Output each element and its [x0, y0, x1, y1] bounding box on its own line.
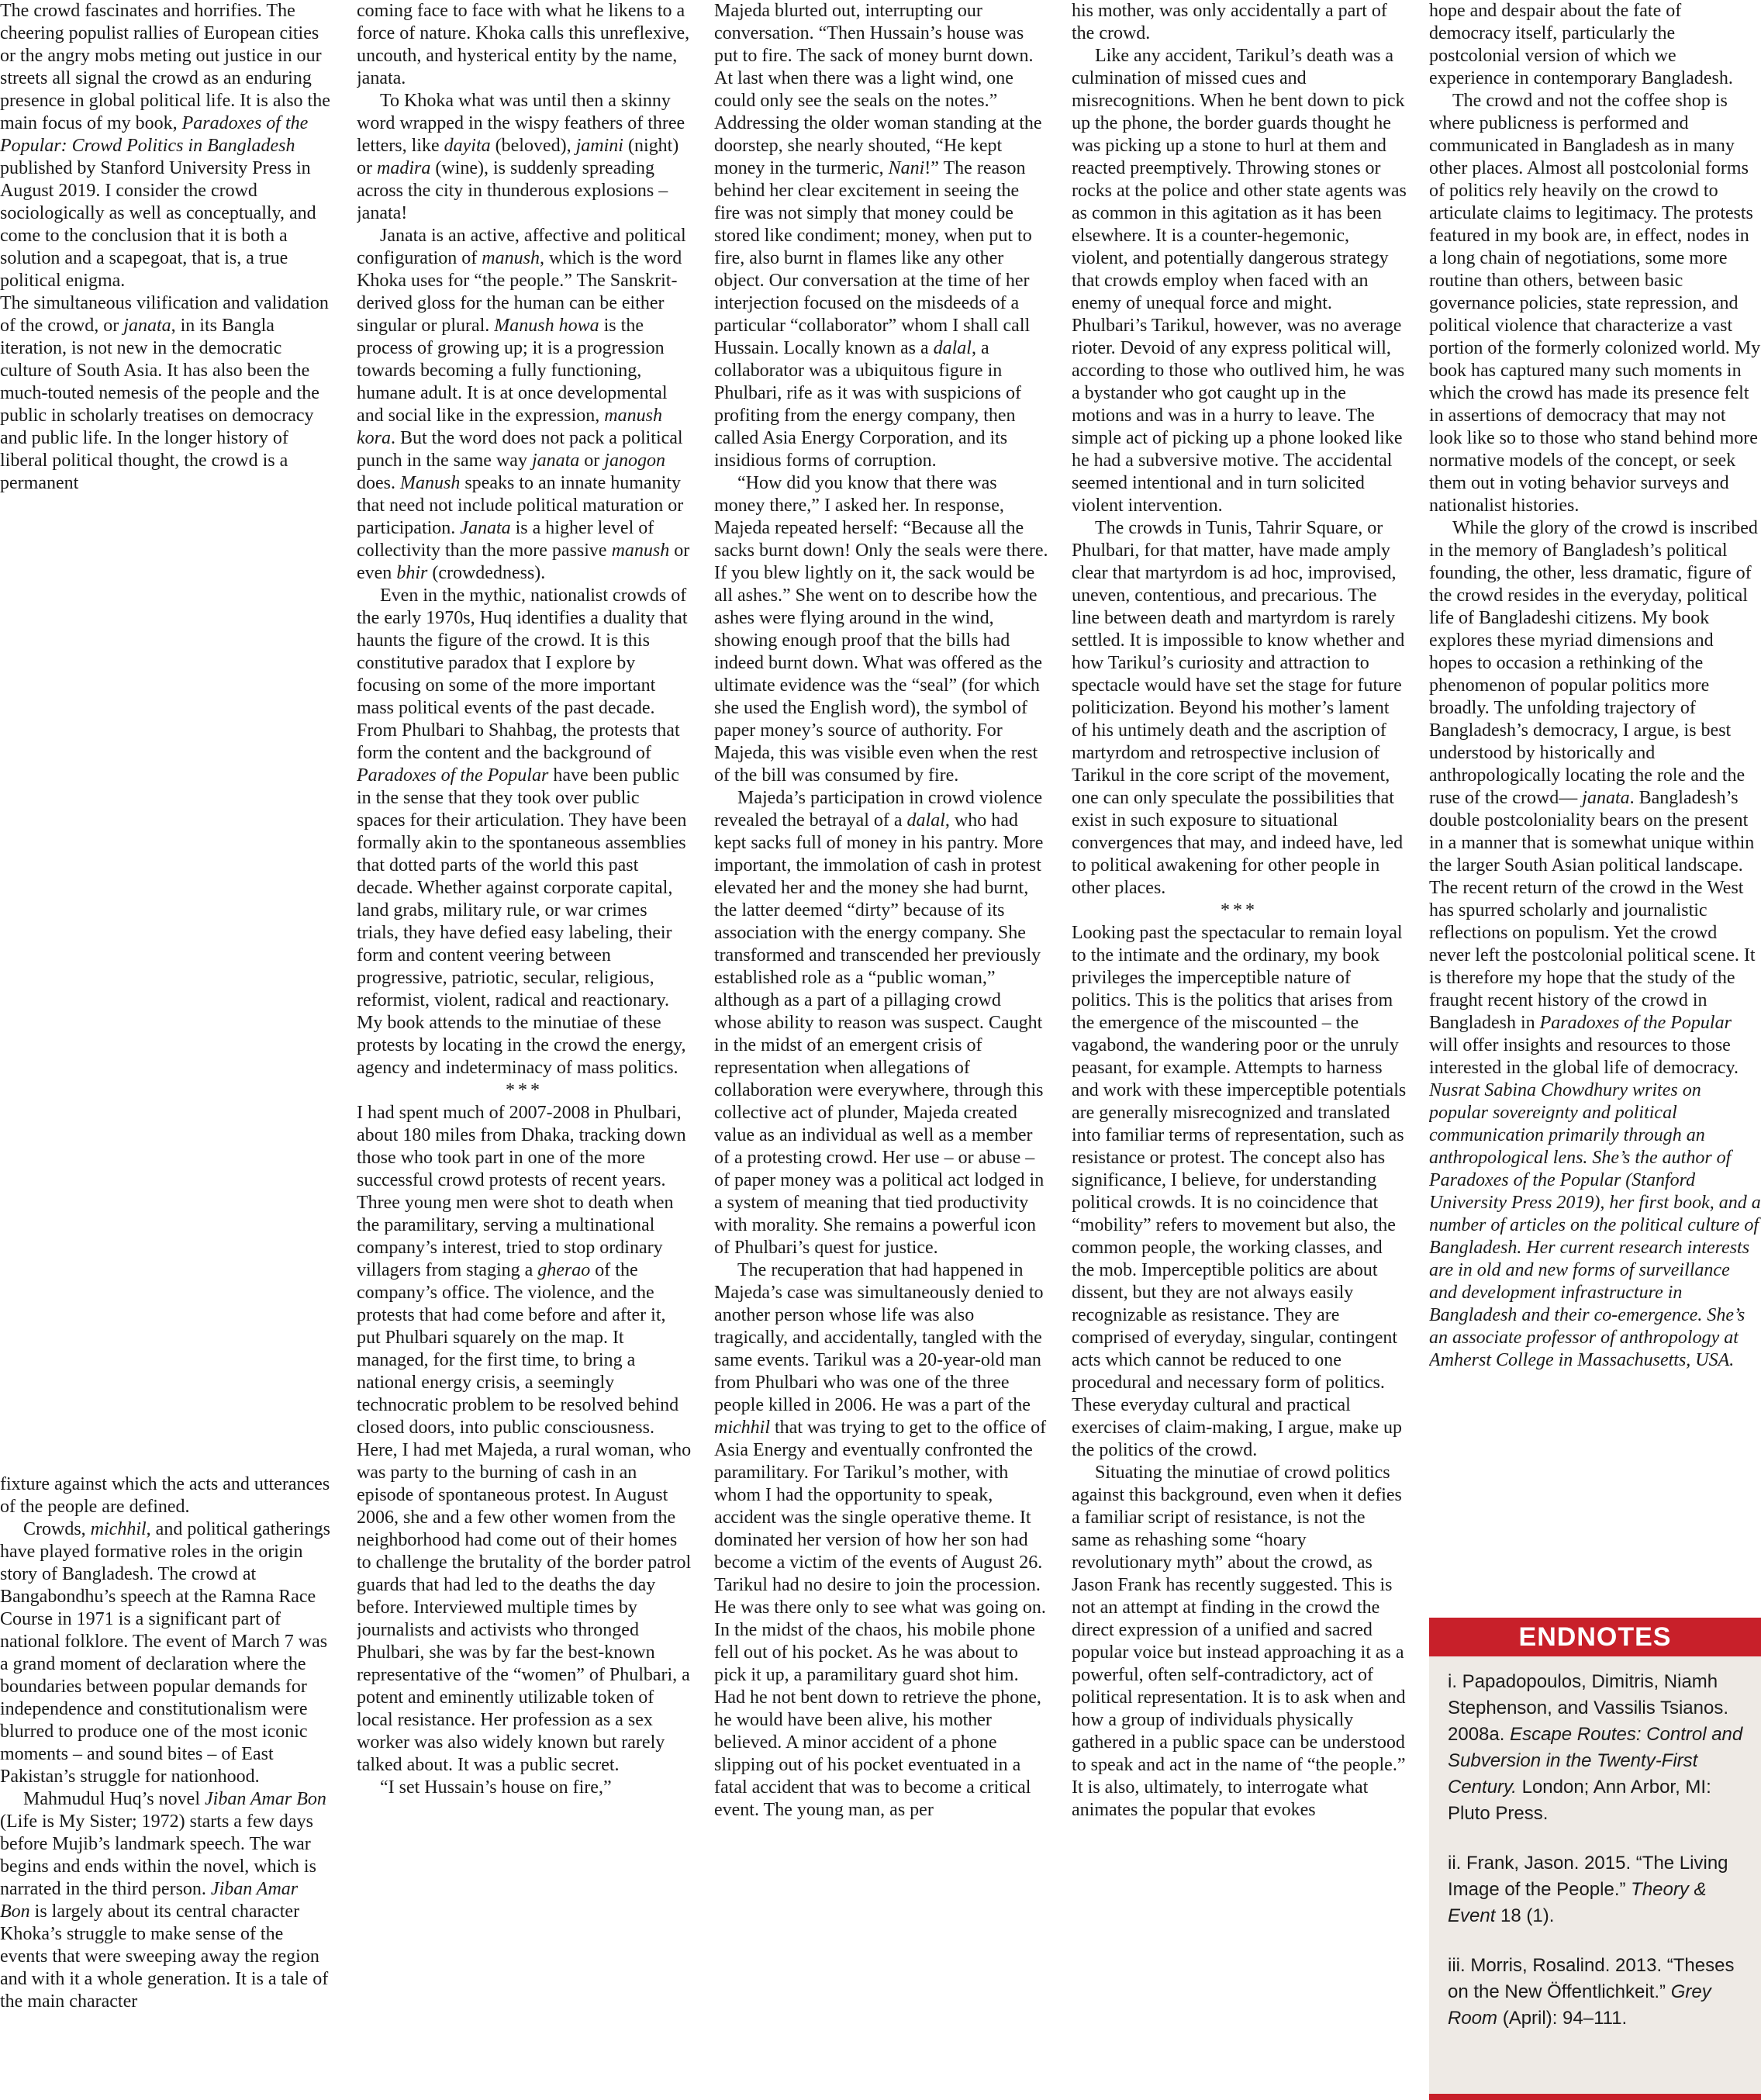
- author-bio: Nusrat Sabina Chowdhury writes on popular sovereignty and political communication primarily through an anthropological lens. She’s the author of Paradoxes of the Popular (Stanford University Press 2019), her first book, and a number of articles on the political culture of Bangladesh. Her current research interests are in old and new forms of surveillance and development infrastructure in Bangladesh and their co-emergence. She’s an associate professor of anthropology at Amherst College in Massachusetts, USA.: [1429, 1080, 1761, 1370]
- endnotes-list: [1429, 1656, 1761, 2032]
- section-separator: ***: [1221, 900, 1258, 920]
- section-separator: ***: [506, 1080, 543, 1100]
- endnote-item: iii. Morris, Rosalind. 2013. “Theses on the New Öffentlichkeit.” Grey Room (April): 94–111.: [1448, 1955, 1735, 2029]
- paragraph: Mahmudul Huq’s novel Jiban Amar Bon (Life is My Sister; 1972) starts a few days before Mujib’s landmark speech. The war begins and ends within the novel, which is narrated in the third person. Jiban Amar Bon is largely about its central character Khoka’s struggle to make sense of the events that were sweeping away the region and with it a whole generation. It is a tale of the main character: [0, 1789, 329, 2012]
- paragraph: “How did you know that there was money there,” I asked her. In response, Majeda repeated herself: “Because all the sacks burnt down! Only the seals were there. If you blew lightly on it, the sack would be all ashes.” She went on to describe how the ashes were flying around in the wind, showing enough proof that the bills had indeed burnt down. What was offered as the ultimate evidence was the “seal” (for which she used the English word), the symbol of paper money’s source of authority. For Majeda, this was visible even when the rest of the bill was consumed by fire.: [714, 473, 1048, 786]
- paragraph: coming face to face with what he likens to a force of nature. Khoka calls this unreflexive, uncouth, and hysterical entity by the name, janata.: [357, 1, 690, 88]
- paragraph: The crowd fascinates and horrifies. The cheering populist rallies of European cities or the angry mobs meting out justice in our streets all signal the crowd as an enduring presence in global political life. It is also the main focus of my book, Paradoxes of the Popular: Crowd Politics in Bangladesh published by Stanford University Press in August 2019. I consider the crowd sociologically as well as conceptually, and come to the conclusion that it is both a solution and a scapegoat, that is, a true political enigma.: [0, 1, 330, 291]
- endnote-item: i. Papadopoulos, Dimitris, Niamh Stephenson, and Vassilis Tsianos. 2008a. Escape Routes: Control and Subversion in the Twenty-First Century. London; Ann Arbor, MI: Pluto Press.: [1448, 1671, 1743, 1824]
- paragraph: While the glory of the crowd is inscribed in the memory of Bangladesh’s political founding, the other, less dramatic, figure of the crowd resides in the everyday, political life of Bangladeshi citizens. My book explores these myriad dimensions and hopes to occasion a rethinking of the phenomenon of popular politics more broadly. The unfolding trajectory of Bangladesh’s democracy, I argue, is best understood by historically and anthropologically locating the role and the ruse of the crowd— janata. Bangladesh’s double postcoloniality bears on the present in a manner that is somewhat unique within the larger South Asian political landscape. The recent return of the crowd in the West has spurred scholarly and journalistic reflections on populism. Yet the crowd never left the postcolonial political scene. It is therefore my hope that the study of the fraught recent history of the crowd in Bangladesh in Paradoxes of the Popular will offer insights and resources to those interested in the global life of democracy.: [1429, 518, 1758, 1078]
- paragraph: The crowd and not the coffee shop is where publicness is performed and communicated in Bangladesh as in many other places. Almost all postcolonial forms of politics rely heavily on the crowd to articulate claims to legitimacy. The protests featured in my book are, in effect, nodes in a long chain of negotiations, some more routine than others, between basic governance policies, state repression, and political violence that characterize a vast portion of the formerly colonized world. My book has captured many such moments in which the crowd has made its presence felt in assertions of democracy that may not look like so to those who stand behind more normative models of the concept, or seek them out in voting behavior surveys and nationalist histories.: [1429, 91, 1761, 516]
- paragraph: Situating the minutiae of crowd politics against this background, even when it defies a familiar script of resistance, is not the same as rehashing some “hoary revolutionary myth” about the crowd, as Jason Frank has recently suggested. This is not an attempt at finding in the crowd the direct expression of a unified and sacred popular voice but instead approaching it as a powerful, often self-contradictory, act of political representation. It is to ask when and how a group of individuals physically gathered in a public space can be understood to speak and act in the name of “the people.” It is also, ultimately, to interrogate what animates the popular that evokes: [1072, 1463, 1406, 1820]
- paragraph: Majeda’s participation in crowd violence revealed the betrayal of a dalal, who had kept sacks full of money in his pantry. More important, the immolation of cash in protest elevated her and the money she had burnt, the latter deemed “dirty” because of its association with the energy company. She transformed and transcended her previously established role as a “public woman,” although as a part of a pillaging crowd whose ability to reason was suspect. Caught in the midst of an emergent crisis of representation when allegations of collaboration were everywhere, through this collective act of plunder, Majeda created value as an individual as well as a member of a protesting crowd. Her use – or abuse – of paper money was a political act lodged in a system of meaning that tied productivity with morality. She remains a powerful icon of Phulbari’s quest for justice.: [714, 788, 1045, 1258]
- paragraph: To Khoka what was until then a skinny word wrapped in the wispy feathers of three letters, like dayita (beloved), jamini (night) or madira (wine), is suddenly spreading across the city in thunderous explosions – janata!: [357, 91, 685, 223]
- accent-rule: [1429, 2094, 1761, 2100]
- paragraph: his mother, was only accidentally a part of the crowd.: [1072, 1, 1387, 43]
- column-4: [1072, 0, 1407, 2100]
- endnotes-title: ENDNOTES: [1429, 1618, 1761, 1656]
- paragraph: The simultaneous vilification and validation of the crowd, or janata, in its Bangla iteration, is not new in the democratic culture of South Asia. It has also been the much-touted nemesis of the people and the public in scholarly treatises on democracy and public life. In the longer history of liberal political thought, the crowd is a permanent: [0, 293, 329, 493]
- paragraph: The recuperation that had happened in Majeda’s case was simultaneously denied to another person whose life was also tragically, and accidentally, tangled with the same events. Tarikul was a 20-year-old man from Phulbari who was one of the three people killed in 2006. He was a part of the michhil that was trying to get to the office of Asia Energy and eventually confronted the paramilitary. For Tarikul’s mother, with whom I had the opportunity to speak, accident was the single operative theme. It dominated her version of how her son had become a victim of the events of August 26. Tarikul had no desire to join the procession. He was there only to see what was going on. In the midst of the chaos, his mobile phone fell out of his pocket. As he was about to pick it up, a paramilitary guard shot him. Had he not bent down to retrieve the phone, he would have been alive, his mother believed. A minor accident of a phone slipping out of his pocket eventuated in a fatal accident that was to become a critical event. The young man, as per: [714, 1260, 1047, 1820]
- paragraph: fixture against which the acts and utterances of the people are defined.: [0, 1474, 330, 1517]
- endnote-item: ii. Frank, Jason. 2015. “The Living Image of the People.” Theory & Event 18 (1).: [1448, 1853, 1728, 1926]
- paragraph: “I set Hussain’s house on fire,”: [380, 1777, 612, 1798]
- endnotes-box: [1429, 1618, 1761, 2100]
- paragraph: Like any accident, Tarikul’s death was a culmination of missed cues and misrecognitions. When he bent down to pick up the phone, the border guards thought he was picking up a stone to hurl at them and reacted preemptively. Throwing stones or rocks at the police and other state agents was as common in this agitation as it has been elsewhere. It is a counter-hegemonic, violent, and potentially dangerous strategy that crowds employ when faced with an enemy of unequal force and might. Phulbari’s Tarikul, however, was no average rioter. Devoid of any express political will, according to those who outlived him, he was a bystander who got caught up in the motions and was in a hurry to leave. The simple act of picking up a phone looked like he had a subversive motive. The accidental seemed intentional and in turn solicited violent intervention.: [1072, 46, 1407, 516]
- paragraph: I had spent much of 2007-2008 in Phulbari, about 180 miles from Dhaka, tracking down those who took part in one of the more successful crowd protests of recent years. Three young men were shot to death when the paramilitary, serving a multinational company’s interest, tried to stop ordinary villagers from staging a gherao of the company’s office. The violence, and the protests that had come before and after it, put Phulbari squarely on the map. It managed, for the first time, to bring a national energy crisis, a seemingly technocratic problem to be resolved behind closed doors, into public consciousness. Here, I had met Majeda, a rural woman, who was party to the burning of cash in an episode of spontaneous protest. In August 2006, she and a few other women from the neighborhood had come out of their homes to challenge the brutality of the border patrol guards that had led to the deaths the day before. Interviewed multiple times by journalists and activists who thronged Phulbari, she was by far the best-known representative of the “women” of Phulbari, a potent and eminently utilizable token of local resistance. Her profession as a sex worker was also widely known but rarely talked about. It was a public secret.: [357, 1103, 692, 1775]
- paragraph: Majeda blurted out, interrupting our conversation. “Then Hussain’s house was put to fire. The sack of money burnt down. At last when there was a light wind, one could only see the seals on the notes.” Addressing the older woman standing at the doorstep, she nearly shouted, “He kept money in the turmeric, Nani!” The reason behind her clear excitement in seeing the fire was not simply that money could be stored like condiment; money, when put to fire, also burnt in flames like any other object. Our conversation at the time of her interjection focused on the misdeeds of a particular “collaborator” whom I shall call Hussain. Locally known as a dalal, a collaborator was a ubiquitous figure in Phulbari, rife as it was with suspicions of profiting from the energy company, then called Asia Energy Corporation, and its insidious forms of corruption.: [714, 1, 1042, 471]
- column-1: [0, 0, 332, 2100]
- paragraph: Crowds, michhil, and political gatherings have played formative roles in the origin story of Bangladesh. The crowd at Bangabondhu’s speech at the Ramna Race Course in 1971 is a significant part of national folklore. The event of March 7 was a grand moment of declaration where the boundaries between popular demands for independence and constitutionalism were blurred to produce one of the most iconic moments – and sound bites – of East Pakistan’s struggle for nationhood.: [0, 1519, 330, 1787]
- column-3: [714, 0, 1049, 2100]
- paragraph: Looking past the spectacular to remain loyal to the intimate and the ordinary, my book privileges the imperceptible nature of politics. This is the politics that arises from the emergence of the miscounted – the vagabond, the wandering poor or the unruly peasant, for example. Attempts to harness and work with these imperceptible potentials are generally misrecognized and translated into familiar terms of representation, such as resistance or protest. The concept also has significance, I believe, for understanding political crowds. It is no coincidence that “mobility” refers to movement but also, the common people, the working classes, and the mob. Imperceptible politics are about dissent, but they are not always easily recognizable as resistance. They are comprised of everyday, singular, contingent acts which cannot be reduced to one procedural and necessary form of politics. These everyday cultural and practical exercises of claim-making, I argue, make up the politics of the crowd.: [1072, 923, 1407, 1460]
- column-2: [357, 0, 692, 2100]
- paragraph: Janata is an active, affective and political configuration of manush, which is the word Khoka uses for “the people.” The Sanskrit-derived gloss for the human can be either singular or plural. Manush howa is the process of growing up; it is a progression towards becoming a fully functioning, humane adult. It is at once developmental and social like in the expression, manush kora. But the word does not pack a political punch in the same way janata or janogon does. Manush speaks to an innate humanity that need not include political maturation or participation. Janata is a higher level of collectivity than the more passive manush or even bhir (crowdedness).: [357, 226, 690, 583]
- paragraph: hope and despair about the fate of democracy itself, particularly the postcolonial version of which we experience in contemporary Bangladesh.: [1429, 1, 1733, 88]
- paragraph: Even in the mythic, nationalist crowds of the early 1970s, Huq identifies a duality that haunts the figure of the crowd. It is this constitutive paradox that I explore by focusing on some of the more important mass political events of the past decade. From Phulbari to Shahbag, the protests that form the content and the background of Paradoxes of the Popular have been public in the sense that they took over public spaces for their articulation. They have been formally akin to the spontaneous assemblies that dotted parts of the world this past decade. Whether against corporate capital, land grabs, military rule, or war crimes trials, they have defied easy labeling, their form and content veering between progressive, patriotic, secular, religious, reformist, violent, radical and reactionary. My book attends to the minutiae of these protests by locating in the crowd the energy, agency and indeterminacy of mass politics.: [357, 585, 688, 1078]
- column-1-lower: [0, 1473, 332, 2013]
- paragraph: The crowds in Tunis, Tahrir Square, or Phulbari, for that matter, have made amply clear that martyrdom is ad hoc, improvised, uneven, contentious, and precarious. The line between death and martyrdom is rarely settled. It is impossible to know whether and how Tarikul’s curiosity and attraction to spectacle would have set the stage for future politicization. Beyond his mother’s lament of his untimely death and the ascription of martyrdom and retrospective inclusion of Tarikul in the core script of the movement, one can only speculate the possibilities that exist in such exposure to situational convergences that may, and indeed have, led to political awakening for other people in other places.: [1072, 518, 1405, 898]
